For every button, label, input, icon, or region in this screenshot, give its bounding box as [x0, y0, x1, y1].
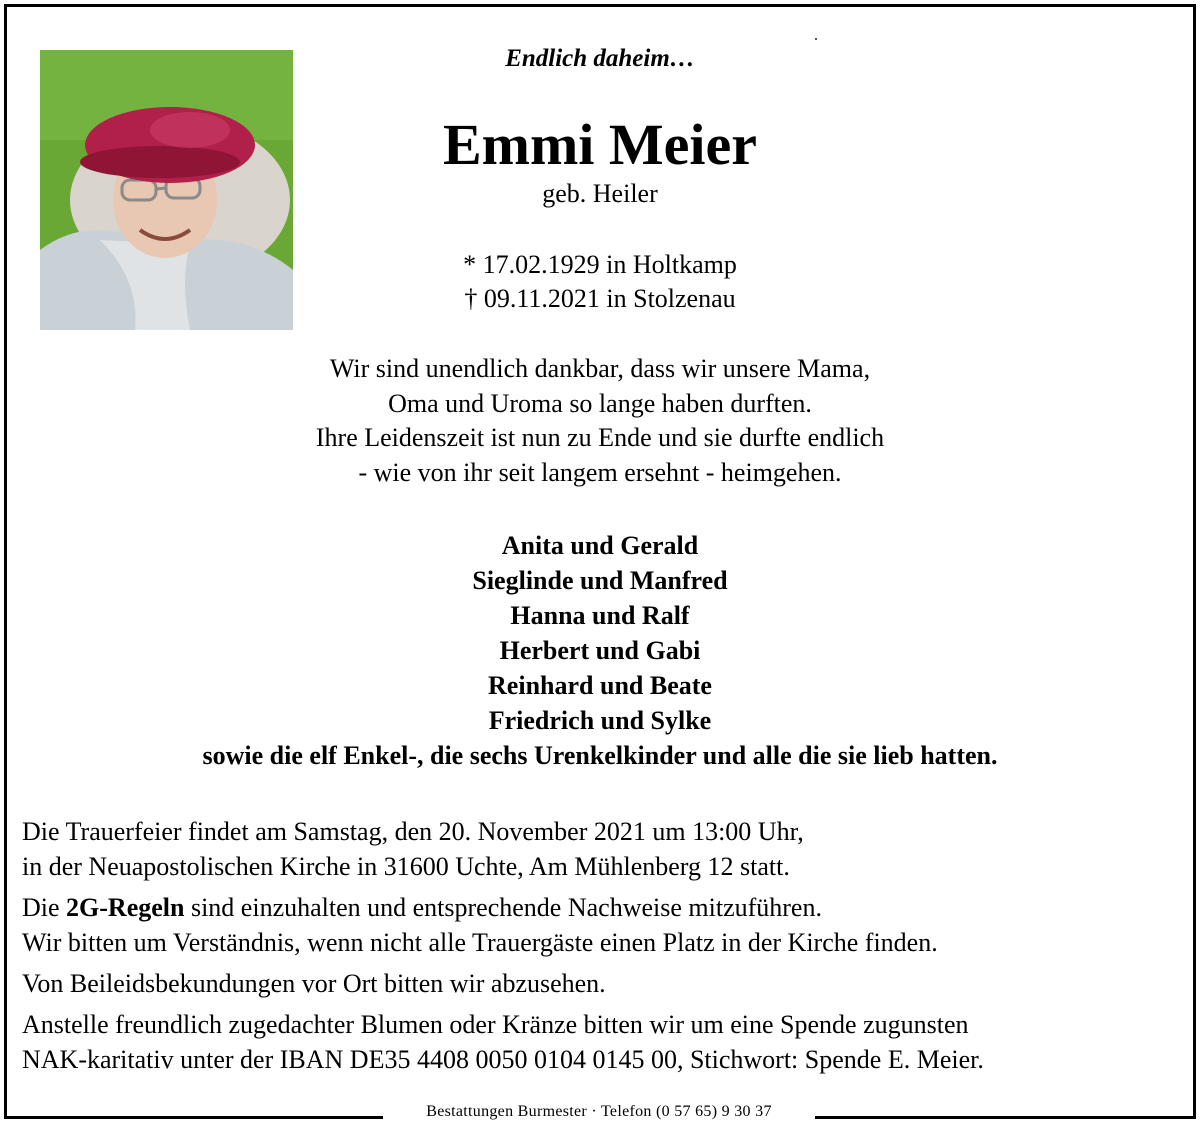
rules-line — [22, 890, 1182, 925]
mourners-list — [0, 528, 1200, 773]
birth-name: geb. Heiler — [542, 179, 658, 208]
rules-bold: 2G-Regeln — [66, 893, 185, 922]
donation-line: NAK-karitativ unter der IBAN DE35 4408 0050 0104 0145 00, Stichwort: Spende E. Meier. — [22, 1045, 984, 1074]
message-line: - wie von ihr seit langem ersehnt - heimgehen. — [358, 457, 842, 487]
message-line: Wir sind unendlich dankbar, dass wir unsere Mama, — [329, 354, 871, 383]
message-line: Oma und Uroma so lange haben durften. — [388, 388, 812, 418]
rules-paragraph — [22, 890, 1182, 960]
ceremony-paragraph — [22, 814, 1182, 884]
mourner-line: Herbert und Gabi — [499, 636, 701, 665]
mourner-line: Anita und Gerald — [501, 531, 699, 560]
donation-line: Anstelle freundlich zugedachter Blumen oder Kränze bitten wir um eine Spende zugunsten — [22, 1010, 969, 1039]
gratitude-message — [0, 352, 1200, 490]
mourner-line: Sieglinde und Manfred — [472, 566, 728, 595]
death-date: † 09.11.2021 in Stolzenau — [464, 284, 736, 313]
mourner-line-relatives: sowie die elf Enkel-, die sechs Urenkelkinder und alle die sie lieb hatten. — [202, 741, 998, 770]
message-line: Ihre Leidenszeit ist nun zu Ende und sie durfte endlich — [315, 423, 885, 452]
mourner-line: Reinhard und Beate — [488, 671, 712, 700]
condolences-line: Von Beileidsbekundungen vor Ort bitten wir abzusehen. — [22, 969, 606, 998]
donation-paragraph — [22, 1007, 1182, 1077]
mourner-line: Hanna und Ralf — [510, 601, 690, 630]
rules-line-2: Wir bitten um Verständnis, wenn nicht alle Trauergäste einen Platz in der Kirche finden. — [22, 928, 938, 957]
ceremony-line: Die Trauerfeier findet am Samstag, den 20. November 2021 um 13:00 Uhr, — [22, 817, 804, 846]
funeral-info — [22, 814, 1182, 1083]
condolences-paragraph — [22, 966, 1182, 1001]
life-dates — [0, 248, 1200, 316]
birth-date: * 17.02.1929 in Holtkamp — [463, 250, 737, 279]
motto: Endlich daheim… — [505, 45, 695, 72]
ceremony-line: in der Neuapostolischen Kirche in 31600 Uchte, Am Mühlenberg 12 statt. — [22, 852, 790, 881]
rules-prefix: Die — [22, 893, 67, 922]
print-speck — [815, 38, 817, 40]
funeral-home-footer: Bestattungen Burmester · Telefon (0 57 65) 9 30 37 — [383, 1100, 815, 1123]
rules-suffix: sind einzuhalten und entsprechende Nachweise mitzuführen. — [184, 893, 822, 922]
deceased-name: Emmi Meier — [442, 112, 757, 177]
mourner-line: Friedrich und Sylke — [488, 706, 712, 735]
